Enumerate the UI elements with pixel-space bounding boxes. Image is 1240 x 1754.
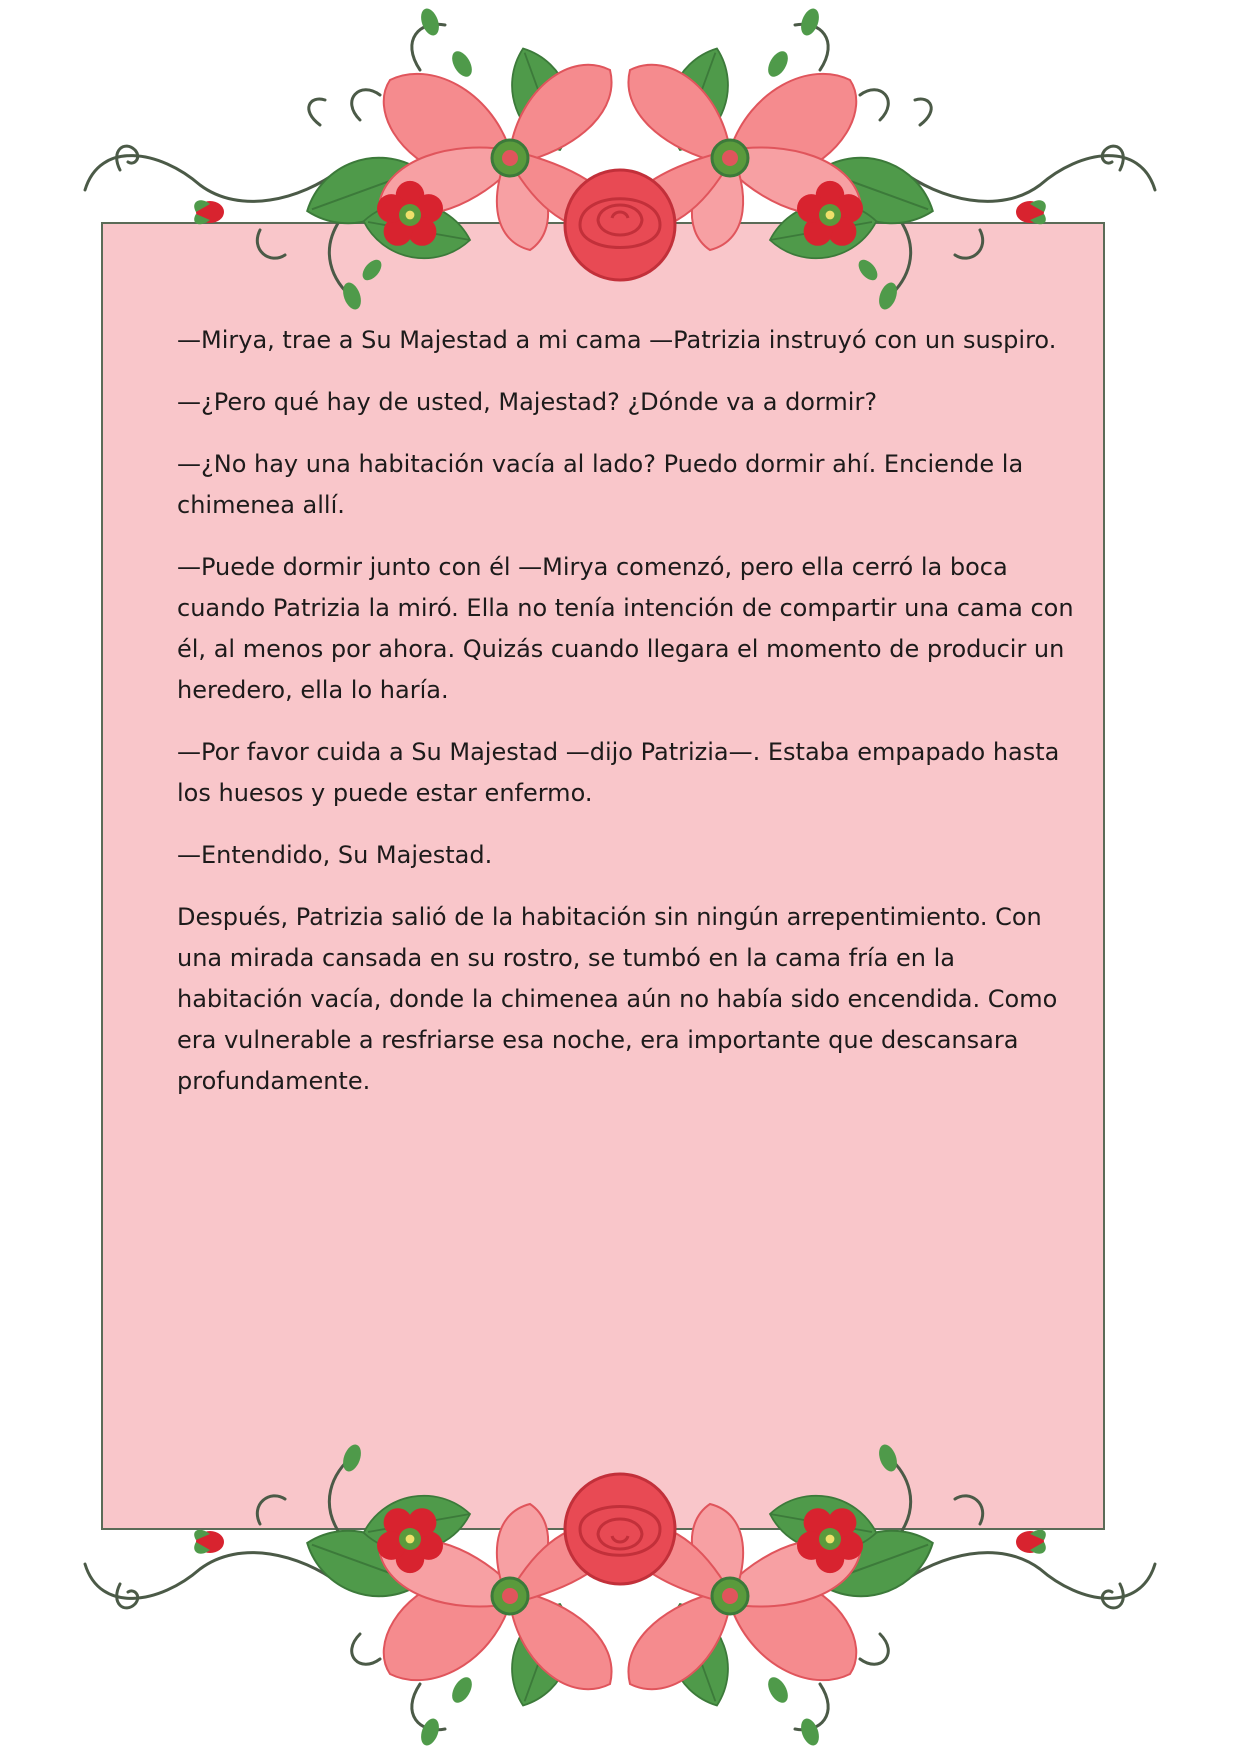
bottom-floral-garland-icon bbox=[0, 1434, 1240, 1754]
paragraph-5: —Por favor cuida a Su Majestad —dijo Patrizia—. Estaba empapado hasta los huesos y puede estar enfermo. bbox=[177, 738, 1060, 807]
top-floral-garland-icon bbox=[0, 0, 1240, 320]
paragraph-7: Después, Patrizia salió de la habitación sin ningún arrepentimiento. Con una mirada cansada en su rostro, se tumbó en la cama fría en la habitación vacía, donde la chimenea aún no había sido encendida. Como era vulnerable a resfriarse esa noche, era importante que descansara profundamente. bbox=[177, 903, 1058, 1095]
story-text bbox=[177, 320, 1077, 1123]
paragraph-2: —¿Pero qué hay de usted, Majestad? ¿Dónde va a dormir? bbox=[177, 388, 878, 416]
paragraph-1: —Mirya, trae a Su Majestad a mi cama —Patrizia instruyó con un suspiro. bbox=[177, 326, 1057, 354]
paragraph-3: —¿No hay una habitación vacía al lado? Puedo dormir ahí. Enciende la chimenea allí. bbox=[177, 450, 1024, 519]
paragraph-6: —Entendido, Su Majestad. bbox=[177, 841, 493, 869]
paragraph-4: —Puede dormir junto con él —Mirya comenzó, pero ella cerró la boca cuando Patrizia la miró. Ella no tenía intención de compartir una cama con él, al menos por ahora. Quizás cuando llegara el momento de producir un heredero, ella lo haría. bbox=[177, 553, 1074, 704]
